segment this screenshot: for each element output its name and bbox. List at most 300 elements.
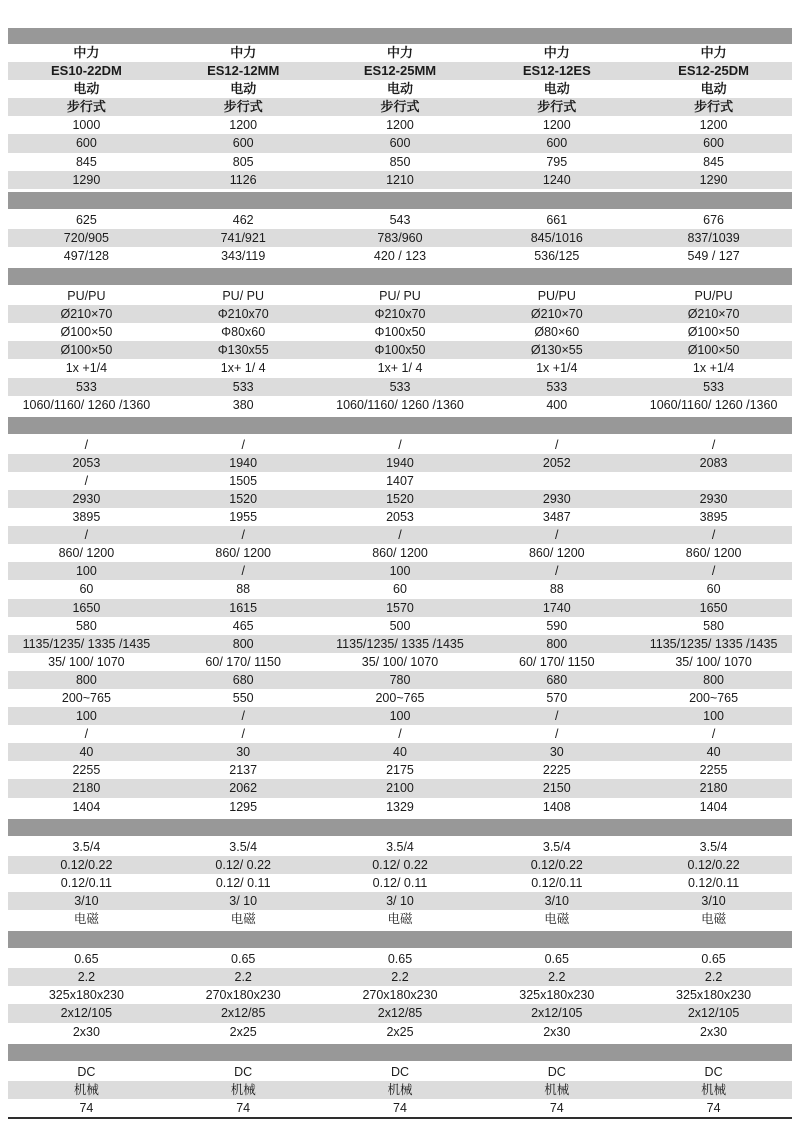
table-cell: 720/905	[63, 230, 109, 245]
table-cell: 2x30	[72, 1024, 100, 1039]
table-cell: 1x+ 1/ 4	[377, 361, 423, 376]
table-cell: 30	[549, 745, 564, 760]
table-cell: 400	[546, 397, 568, 412]
table-cell: 机械	[73, 1082, 99, 1097]
table-cell: 3/ 10	[386, 893, 414, 908]
table-bottom-border	[8, 1117, 792, 1119]
table-cell: 850	[389, 154, 411, 169]
table-cell: 3/ 10	[229, 893, 258, 908]
table-cell: 0.12/ 0.22	[372, 857, 428, 872]
table-cell: 74	[549, 1100, 564, 1115]
table-cell: Φ210x70	[217, 307, 269, 322]
table-cell: DC	[704, 1064, 723, 1079]
table-cell: /	[555, 709, 559, 724]
table-cell: 550	[232, 691, 254, 705]
table-cell: 600	[546, 136, 568, 151]
section-rows	[8, 436, 792, 816]
table-cell: Ø210×70	[530, 307, 583, 322]
table-cell: 35/ 100/ 1070	[361, 654, 439, 669]
section-divider	[8, 819, 792, 836]
table-cell: 845/1016	[530, 230, 583, 245]
table-row	[8, 211, 792, 229]
table-cell: 2052	[542, 455, 571, 470]
table-cell: 3/10	[544, 893, 569, 908]
table-cell: 1290	[699, 172, 728, 187]
table-cell: /	[84, 437, 89, 452]
table-cell: DC	[547, 1064, 566, 1079]
table-row	[8, 378, 792, 396]
table-cell: 2150	[542, 781, 571, 796]
table-row	[8, 968, 792, 986]
table-cell: 2x12/85	[377, 1006, 423, 1021]
table-cell: 2175	[386, 763, 414, 778]
table-cell: 380	[232, 397, 254, 412]
table-cell: 1740	[542, 600, 571, 615]
table-cell: ES12-25MM	[363, 63, 437, 79]
table-row	[8, 436, 792, 454]
table-cell: 1240	[542, 172, 571, 187]
table-cell: 电磁	[544, 912, 570, 927]
table-cell: 2x12/105	[531, 1006, 583, 1021]
table-cell: 2062	[229, 781, 258, 796]
table-cell: PU/PU	[537, 289, 576, 304]
table-cell: /	[84, 473, 89, 488]
table-cell: 3.5/4	[386, 839, 414, 854]
table-row	[8, 171, 792, 189]
section-divider	[8, 192, 792, 209]
table-cell: 860/ 1200	[58, 546, 115, 561]
table-cell: 800	[75, 672, 97, 687]
table-cell: 325x180x230	[519, 988, 595, 1003]
table-cell: 1x +1/4	[692, 361, 735, 376]
table-row	[8, 856, 792, 874]
table-cell: /	[398, 528, 402, 543]
table-row	[8, 1099, 792, 1117]
table-cell: 0.65	[231, 952, 256, 967]
table-cell: 200~765	[689, 691, 739, 705]
table-row	[8, 508, 792, 526]
table-cell: ES10-22DM	[50, 63, 122, 79]
table-cell: 533	[389, 379, 411, 394]
table-cell: 2.2	[234, 970, 252, 985]
table-cell: 1060/1160/ 1260 /1360	[22, 397, 151, 412]
table-cell: 2930	[699, 491, 728, 506]
table-cell: 1329	[386, 799, 414, 814]
table-cell: /	[241, 528, 245, 543]
table-cell: 35/ 100/ 1070	[48, 654, 125, 669]
table-cell: 0.12/0.11	[60, 875, 112, 890]
section-divider	[8, 1044, 792, 1061]
table-cell: 465	[232, 618, 254, 633]
table-row	[8, 798, 792, 816]
table-cell: 60/ 170/ 1150	[519, 654, 595, 669]
table-row	[8, 229, 792, 247]
table-cell: 中力	[73, 45, 100, 60]
table-row	[8, 323, 792, 341]
table-row	[8, 287, 792, 305]
table-cell: 600	[232, 136, 254, 151]
table-cell: 1520	[229, 491, 258, 506]
table-row	[8, 526, 792, 544]
table-cell: 74	[236, 1100, 251, 1115]
table-cell: 电磁	[230, 912, 256, 927]
table-cell: 2255	[72, 763, 101, 778]
table-cell: 1x +1/4	[65, 361, 108, 376]
table-cell: 中力	[543, 45, 570, 60]
table-cell: 3.5/4	[542, 839, 571, 854]
table-cell: 74	[706, 1100, 721, 1115]
table-cell: 步行式	[537, 99, 577, 115]
table-row	[8, 635, 792, 653]
table-cell: 1570	[386, 600, 414, 615]
table-cell: 100	[389, 709, 411, 724]
table-cell: 2930	[542, 491, 571, 506]
table-cell: /	[711, 437, 716, 452]
table-cell: 580	[703, 618, 725, 633]
table-cell: /	[711, 528, 716, 543]
table-row	[8, 44, 792, 62]
table-cell: 497/128	[63, 248, 109, 263]
table-cell: 845	[703, 154, 725, 169]
table-row	[8, 116, 792, 134]
table-cell: 800	[703, 672, 725, 687]
table-row	[8, 62, 792, 80]
table-cell: 783/960	[377, 230, 423, 245]
table-row	[8, 707, 792, 725]
table-cell: /	[241, 727, 245, 742]
table-cell: 74	[79, 1100, 94, 1115]
table-row	[8, 671, 792, 689]
table-cell: 533	[75, 379, 97, 394]
section-divider	[8, 28, 792, 44]
table-row	[8, 490, 792, 508]
table-cell: 100	[389, 564, 411, 579]
table-cell: 步行式	[380, 99, 420, 115]
table-cell: 1135/1235/ 1335 /1435	[336, 636, 464, 651]
table-cell: /	[241, 564, 245, 579]
table-cell: 88	[549, 582, 564, 597]
table-row	[8, 910, 792, 928]
table-cell: 2x25	[386, 1024, 414, 1039]
table-cell: Φ80x60	[221, 325, 266, 340]
table-cell: 机械	[544, 1082, 570, 1097]
table-cell: 845	[75, 154, 97, 169]
table-cell: 中力	[700, 45, 727, 60]
table-row	[8, 1081, 792, 1099]
table-cell: 3.5/4	[72, 839, 101, 854]
table-cell: 200~765	[375, 691, 425, 705]
table-row	[8, 874, 792, 892]
table-row	[8, 341, 792, 359]
table-cell: 0.12/0.22	[530, 857, 583, 872]
table-cell: 2255	[699, 763, 728, 778]
section-divider	[8, 417, 792, 434]
table-cell: 0.65	[701, 952, 726, 967]
table-cell: Ø210×70	[687, 307, 740, 322]
table-row	[8, 80, 792, 98]
table-cell: 860/ 1200	[528, 546, 585, 561]
table-cell: 2083	[699, 455, 728, 470]
section-divider	[8, 268, 792, 285]
table-cell: 机械	[387, 1082, 413, 1097]
table-cell: /	[555, 727, 559, 742]
table-cell: 3487	[542, 510, 571, 525]
table-cell: 800	[232, 636, 254, 651]
table-row	[8, 98, 792, 116]
table-cell: Ø100×50	[687, 325, 740, 340]
table-cell: 2.2	[548, 970, 566, 985]
table-row	[8, 838, 792, 856]
table-cell: /	[84, 528, 89, 543]
table-cell: 3/10	[74, 893, 99, 908]
table-cell: 60	[393, 582, 407, 597]
table-cell: 电动	[543, 81, 570, 97]
table-cell: 270x180x230	[205, 988, 281, 1003]
table-cell: 0.12/0.22	[687, 857, 740, 872]
table-row	[8, 454, 792, 472]
table-cell: 1200	[699, 118, 728, 133]
table-cell: 2180	[699, 781, 728, 796]
table-row	[8, 743, 792, 761]
table-cell: 533	[232, 379, 254, 394]
table-cell: 270x180x230	[362, 988, 438, 1003]
table-cell: 1404	[72, 799, 101, 814]
table-cell: 中力	[230, 45, 257, 60]
table-row	[8, 761, 792, 779]
table-cell: 电动	[700, 81, 727, 97]
table-cell: /	[398, 437, 402, 452]
table-cell: 1615	[229, 600, 258, 615]
table-cell: 580	[75, 618, 97, 633]
table-cell: 1060/1160/ 1260 /1360	[649, 397, 778, 412]
table-cell: 30	[236, 745, 251, 760]
table-cell: 2053	[72, 455, 101, 470]
table-cell: Φ100x50	[374, 325, 426, 340]
table-cell: 2x25	[229, 1024, 257, 1039]
table-cell: 步行式	[694, 99, 734, 115]
table-cell: 661	[546, 212, 568, 227]
table-cell: 533	[546, 379, 568, 394]
table-cell: /	[398, 727, 402, 742]
table-cell: /	[555, 528, 559, 543]
table-cell: 40	[393, 745, 407, 760]
table-cell: /	[711, 727, 716, 742]
table-cell: 0.65	[544, 952, 569, 967]
table-row	[8, 779, 792, 797]
table-cell: 1000	[72, 118, 101, 133]
table-cell: 600	[75, 136, 97, 151]
table-cell: 35/ 100/ 1070	[675, 654, 752, 669]
table-row	[8, 580, 792, 598]
table-cell: 机械	[230, 1082, 256, 1097]
table-row	[8, 396, 792, 414]
table-cell: 2x12/105	[60, 1006, 113, 1021]
table-cell: 2.2	[704, 970, 723, 985]
table-cell: 325x180x230	[676, 988, 752, 1003]
table-cell: 536/125	[534, 248, 580, 263]
table-cell: 2x30	[543, 1024, 571, 1039]
section-rows	[8, 838, 792, 928]
table-cell: 1295	[229, 799, 258, 814]
table-cell: 74	[393, 1100, 407, 1115]
table-cell: 1940	[229, 455, 258, 470]
table-cell: 电动	[73, 81, 100, 97]
spec-table	[8, 28, 792, 1119]
table-cell: 1955	[229, 510, 258, 525]
table-cell: PU/ PU	[222, 289, 265, 304]
table-cell: 电动	[230, 81, 257, 97]
table-cell: 2137	[229, 763, 258, 778]
table-cell: 533	[703, 379, 725, 394]
table-cell: 2053	[386, 510, 414, 525]
table-row	[8, 472, 792, 490]
table-cell: 0.12/ 0.11	[215, 875, 271, 890]
table-cell: 0.12/0.11	[531, 875, 583, 890]
table-cell: 0.12/ 0.22	[215, 857, 271, 872]
table-cell: 676	[703, 212, 725, 227]
table-cell: /	[241, 437, 245, 452]
table-row	[8, 599, 792, 617]
table-cell: 1135/1235/ 1335 /1435	[649, 636, 778, 651]
table-cell: 2x12/85	[220, 1006, 266, 1021]
table-cell: ES12-12MM	[207, 63, 280, 79]
table-cell: 625	[75, 212, 97, 227]
section-rows	[8, 1063, 792, 1117]
table-cell: 1650	[699, 600, 728, 615]
table-cell: Ø100×50	[60, 343, 113, 358]
table-cell: 420 / 123	[373, 248, 427, 263]
table-cell: PU/ PU	[379, 289, 421, 304]
table-cell: 1200	[229, 118, 258, 133]
table-cell: Φ210x70	[374, 307, 426, 322]
table-cell: 1210	[386, 172, 414, 187]
table-cell: 343/119	[221, 248, 266, 263]
table-cell: 570	[546, 691, 568, 705]
table-cell: 590	[546, 618, 568, 633]
table-cell: 0.12/ 0.11	[372, 875, 428, 890]
table-row	[8, 653, 792, 671]
table-cell: DC	[234, 1064, 253, 1079]
table-cell: 3.5/4	[699, 839, 728, 854]
table-cell: 549 / 127	[687, 248, 740, 263]
table-cell: 800	[546, 636, 568, 651]
table-cell: 1135/1235/ 1335 /1435	[22, 636, 151, 651]
table-cell: 837/1039	[687, 230, 740, 245]
table-cell: /	[711, 564, 716, 579]
table-cell: 100	[75, 709, 97, 724]
table-cell: 0.65	[74, 952, 99, 967]
table-cell: 2100	[386, 781, 414, 796]
table-cell: /	[555, 437, 559, 452]
table-cell: /	[555, 564, 559, 579]
table-cell: Ø210×70	[60, 307, 113, 322]
table-cell: 40	[79, 745, 94, 760]
table-cell: 100	[75, 564, 97, 579]
table-cell: 680	[546, 672, 568, 687]
table-cell: 60/ 170/ 1150	[205, 654, 281, 669]
table-cell: PU/PU	[67, 289, 106, 304]
table-cell: 1520	[386, 491, 414, 506]
table-row	[8, 1004, 792, 1022]
table-cell: Ø80×60	[534, 325, 580, 340]
table-cell: 741/921	[220, 230, 266, 245]
table-cell: Φ100x50	[374, 343, 426, 358]
table-cell: 40	[706, 745, 721, 760]
table-cell: 88	[236, 582, 251, 597]
table-cell: 200~765	[61, 691, 111, 705]
table-cell: 1505	[229, 473, 258, 488]
table-cell: 325x180x230	[48, 988, 124, 1003]
table-row	[8, 305, 792, 323]
section-rows	[8, 211, 792, 265]
table-row	[8, 892, 792, 910]
table-cell: 3895	[72, 510, 101, 525]
table-cell: 1x +1/4	[536, 361, 578, 376]
table-cell: 电磁	[73, 912, 99, 927]
table-cell: 2x30	[700, 1024, 728, 1039]
table-cell: 0.12/0.11	[687, 875, 740, 890]
table-row	[8, 153, 792, 171]
table-cell: PU/PU	[694, 289, 733, 304]
table-row	[8, 562, 792, 580]
table-cell: 600	[389, 136, 411, 151]
table-cell: 1126	[229, 172, 257, 187]
table-row	[8, 725, 792, 743]
table-row	[8, 134, 792, 152]
table-cell: 1060/1160/ 1260 /1360	[336, 397, 464, 412]
table-cell: 680	[232, 672, 254, 687]
table-cell: 电动	[386, 81, 413, 97]
table-cell: 860/ 1200	[685, 546, 742, 561]
table-cell: ES12-25DM	[678, 63, 749, 79]
table-cell: ES12-12ES	[522, 63, 591, 79]
table-cell: 3/10	[701, 893, 726, 908]
table-row	[8, 1023, 792, 1041]
table-cell: 1408	[542, 799, 571, 814]
table-cell: 795	[546, 154, 568, 169]
table-cell: 电磁	[701, 912, 727, 927]
table-cell: 机械	[701, 1082, 727, 1097]
table-cell: /	[241, 709, 245, 724]
table-cell: 600	[703, 136, 725, 151]
table-row	[8, 950, 792, 968]
table-cell: 500	[389, 618, 411, 633]
table-row	[8, 689, 792, 707]
table-row	[8, 544, 792, 562]
section-rows	[8, 287, 792, 414]
table-cell: 3.5/4	[229, 839, 258, 854]
table-cell: 0.12/0.22	[60, 857, 113, 872]
table-row	[8, 359, 792, 377]
table-cell: 2x12/105	[687, 1006, 740, 1021]
table-cell: DC	[390, 1064, 410, 1079]
table-cell: 60	[79, 582, 94, 597]
table-cell: 1650	[72, 600, 101, 615]
table-cell: /	[84, 727, 89, 742]
table-cell: 60	[706, 582, 721, 597]
table-row	[8, 1063, 792, 1081]
table-cell: 1200	[542, 118, 571, 133]
table-cell: Ø100×50	[60, 325, 113, 340]
table-cell: 2930	[72, 491, 101, 506]
table-cell: 2.2	[391, 970, 409, 985]
table-cell: 电磁	[387, 912, 413, 927]
table-cell: 中力	[386, 45, 413, 60]
section-rows	[8, 44, 792, 189]
table-cell: 1x+ 1/ 4	[220, 361, 266, 376]
table-cell: 2.2	[77, 970, 96, 985]
section-divider	[8, 931, 792, 948]
